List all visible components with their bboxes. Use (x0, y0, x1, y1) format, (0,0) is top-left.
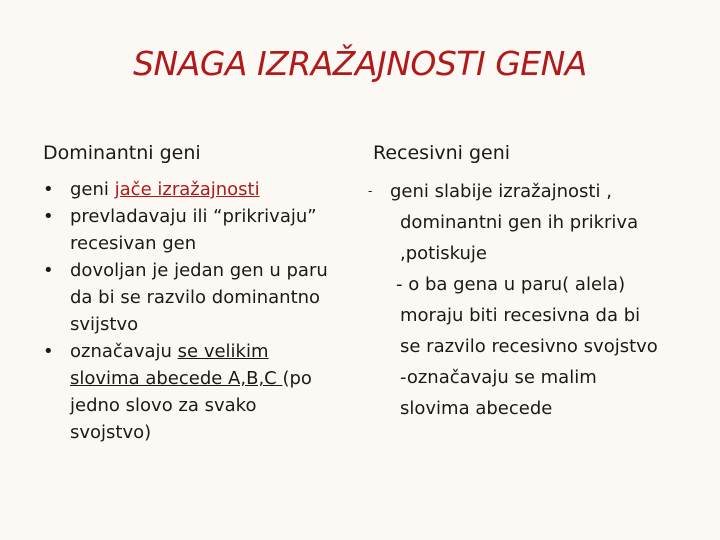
list-item (43, 203, 363, 257)
item-text: svojstvo) (70, 422, 152, 443)
list-item (43, 176, 363, 203)
item-text: ,potiskuje (400, 243, 487, 264)
slide-title: SNAGA IZRAŽAJNOSTI GENA (133, 44, 587, 83)
list-item (43, 257, 363, 338)
item-text: slovima abecede (400, 398, 553, 419)
highlighted-text: jače izražajnosti (114, 179, 260, 200)
item-text: se razvilo recesivno svojstvo (400, 336, 658, 357)
item-text: geni (70, 179, 115, 200)
underlined-text: slovima abecede A,B,C (70, 368, 283, 389)
item-text: prevladavaju ili “prikrivaju” (70, 206, 317, 227)
item-text: svijstvo (70, 314, 139, 335)
list-item (43, 338, 363, 446)
item-text: označavaju (70, 341, 178, 362)
bullet-icon: • (43, 260, 54, 281)
bullet-icon: • (43, 206, 54, 227)
item-text: dovoljan je jedan gen u paru (70, 260, 328, 281)
item-text: (po (282, 368, 312, 389)
dash-bullet-icon: - (368, 184, 373, 198)
list-item (368, 176, 698, 207)
underlined-text: se velikim (177, 341, 269, 362)
item-text: da bi se razvilo dominantno (70, 287, 321, 308)
bullet-icon: • (43, 179, 54, 200)
item-text: recesivan gen (70, 233, 197, 254)
item-text: - o ba gena u paru( alela) (396, 274, 626, 295)
item-text: geni slabije izražajnosti , (390, 181, 612, 202)
dominant-genes-list (43, 176, 363, 446)
dominant-genes-heading: Dominantni geni (43, 142, 201, 164)
item-text: dominantni gen ih prikriva (400, 212, 639, 233)
item-text: moraju biti recesivna da bi (400, 305, 641, 326)
item-text: jedno slovo za svako (70, 395, 257, 416)
recessive-genes-text (368, 176, 698, 424)
bullet-icon: • (43, 341, 54, 362)
recessive-genes-heading: Recesivni geni (373, 142, 511, 164)
item-text: -označavaju se malim (400, 367, 597, 388)
